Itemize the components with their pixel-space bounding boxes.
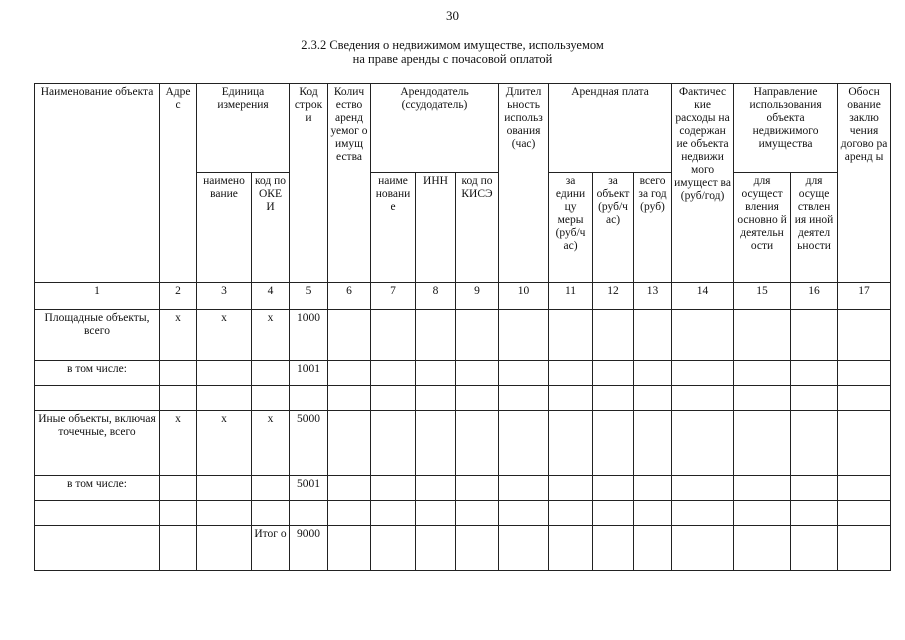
cell — [252, 501, 290, 526]
cell — [197, 526, 252, 571]
cell — [371, 386, 416, 411]
cell — [160, 361, 197, 386]
column-number: 1 — [35, 283, 160, 310]
cell — [416, 310, 456, 361]
cell — [838, 361, 891, 386]
cell — [197, 476, 252, 501]
cell — [416, 501, 456, 526]
header-lessor-inn: ИНН — [416, 173, 456, 283]
cell — [791, 476, 838, 501]
cell — [734, 361, 791, 386]
cell — [160, 501, 197, 526]
cell — [252, 476, 290, 501]
cell — [791, 310, 838, 361]
header-lessor-name: наиме новани е — [371, 173, 416, 283]
cell — [328, 501, 371, 526]
header-lessor: Арендодатель (ссудодатель) — [371, 84, 499, 173]
column-number: 4 — [252, 283, 290, 310]
cell — [634, 386, 672, 411]
cell — [456, 386, 499, 411]
cell — [416, 386, 456, 411]
header-duration: Длител ьность использ ования (час) — [499, 84, 549, 283]
cell — [371, 476, 416, 501]
cell — [371, 310, 416, 361]
cell — [549, 411, 593, 476]
cell — [160, 526, 197, 571]
cell — [838, 476, 891, 501]
row-unit: x — [197, 411, 252, 476]
column-number: 3 — [197, 283, 252, 310]
row-code: 5000 — [290, 411, 328, 476]
cell — [252, 361, 290, 386]
cell — [456, 476, 499, 501]
row-code: 5001 — [290, 476, 328, 501]
column-number: 9 — [456, 283, 499, 310]
cell — [549, 501, 593, 526]
cell — [197, 386, 252, 411]
header-row-1 — [35, 84, 891, 173]
cell — [634, 310, 672, 361]
row-address: x — [160, 411, 197, 476]
column-number: 5 — [290, 283, 328, 310]
cell — [328, 526, 371, 571]
row-name: Площадные объекты, всего — [35, 310, 160, 361]
cell — [35, 386, 160, 411]
cell — [499, 501, 549, 526]
cell — [634, 411, 672, 476]
header-rent-total: всего за год (руб) — [634, 173, 672, 283]
column-number: 10 — [499, 283, 549, 310]
column-number: 17 — [838, 283, 891, 310]
row-code: 1001 — [290, 361, 328, 386]
cell — [734, 526, 791, 571]
table-row-other-objects — [35, 411, 891, 476]
section-title-line-1: 2.3.2 Сведения о недвижимом имуществе, используемом — [301, 38, 604, 52]
row-address: x — [160, 310, 197, 361]
header-unit-okei: код по ОКЕ И — [252, 173, 290, 283]
cell — [634, 501, 672, 526]
cell — [549, 386, 593, 411]
cell — [499, 411, 549, 476]
cell — [35, 501, 160, 526]
cell — [734, 386, 791, 411]
cell — [456, 501, 499, 526]
cell — [371, 526, 416, 571]
cell — [593, 476, 634, 501]
row-code: 9000 — [290, 526, 328, 571]
table-row-area-objects — [35, 310, 891, 361]
cell — [634, 476, 672, 501]
cell — [672, 476, 734, 501]
row-name: в том числе: — [35, 361, 160, 386]
cell — [416, 411, 456, 476]
header-direction-main: для осущест вления основно й деятельн ости — [734, 173, 791, 283]
header-rent-per-unit: за едини цу меры (руб/ч ас) — [549, 173, 593, 283]
row-name: Иные объекты, включая точечные, всего — [35, 411, 160, 476]
property-table — [34, 83, 891, 571]
column-number: 7 — [371, 283, 416, 310]
cell — [416, 361, 456, 386]
cell — [290, 501, 328, 526]
column-number: 8 — [416, 283, 456, 310]
cell — [634, 361, 672, 386]
cell — [791, 386, 838, 411]
cell — [549, 476, 593, 501]
cell — [328, 386, 371, 411]
cell — [371, 501, 416, 526]
cell — [838, 526, 891, 571]
cell — [456, 411, 499, 476]
header-address: Адре с — [160, 84, 197, 283]
cell — [734, 310, 791, 361]
header-justification: Обосн ование заклю чения догово ра аренд ы — [838, 84, 891, 283]
column-number: 13 — [634, 283, 672, 310]
cell — [672, 501, 734, 526]
table-row-blank — [35, 501, 891, 526]
section-title — [0, 38, 905, 66]
cell — [499, 310, 549, 361]
cell — [35, 526, 160, 571]
page-number: 30 — [446, 8, 459, 23]
cell — [838, 310, 891, 361]
cell — [838, 386, 891, 411]
cell — [593, 526, 634, 571]
row-okei: x — [252, 411, 290, 476]
column-number: 15 — [734, 283, 791, 310]
cell — [499, 361, 549, 386]
header-actual-costs: Фактичес кие расходы на содержан ие объекта недвижи мого имущест ва (руб/год) — [672, 84, 734, 283]
cell — [328, 476, 371, 501]
header-unit-name: наимено вание — [197, 173, 252, 283]
cell — [593, 310, 634, 361]
cell — [672, 386, 734, 411]
cell — [328, 310, 371, 361]
section-title-line-2: на праве аренды с почасовой оплатой — [352, 52, 553, 66]
cell — [593, 411, 634, 476]
table-row-area-including — [35, 361, 891, 386]
cell — [734, 476, 791, 501]
column-number: 2 — [160, 283, 197, 310]
row-code: 1000 — [290, 310, 328, 361]
cell — [499, 386, 549, 411]
cell — [593, 501, 634, 526]
table-row-total — [35, 526, 891, 571]
header-direction: Направление использования объекта недвижимого имущества — [734, 84, 838, 173]
header-row-code: Код строк и — [290, 84, 328, 283]
cell — [456, 310, 499, 361]
cell — [791, 501, 838, 526]
cell — [371, 361, 416, 386]
cell — [791, 411, 838, 476]
cell — [549, 310, 593, 361]
cell — [593, 386, 634, 411]
column-number: 14 — [672, 283, 734, 310]
header-rent-per-object: за объект (руб/ч ас) — [593, 173, 634, 283]
cell — [734, 411, 791, 476]
column-number: 16 — [791, 283, 838, 310]
row-okei: x — [252, 310, 290, 361]
table-row-blank — [35, 386, 891, 411]
cell — [499, 526, 549, 571]
column-number: 12 — [593, 283, 634, 310]
cell — [593, 361, 634, 386]
cell — [456, 526, 499, 571]
cell — [672, 411, 734, 476]
cell — [160, 386, 197, 411]
row-unit: x — [197, 310, 252, 361]
cell — [371, 411, 416, 476]
cell — [160, 476, 197, 501]
cell — [672, 526, 734, 571]
cell — [838, 501, 891, 526]
cell — [791, 526, 838, 571]
cell — [328, 361, 371, 386]
table-row-other-including — [35, 476, 891, 501]
cell — [838, 411, 891, 476]
cell — [328, 411, 371, 476]
cell — [734, 501, 791, 526]
column-number: 11 — [549, 283, 593, 310]
header-lessor-kise: код по КИСЭ — [456, 173, 499, 283]
cell — [499, 476, 549, 501]
cell — [456, 361, 499, 386]
cell — [549, 526, 593, 571]
cell — [791, 361, 838, 386]
cell — [252, 386, 290, 411]
cell — [672, 361, 734, 386]
cell — [416, 526, 456, 571]
column-number: 6 — [328, 283, 371, 310]
cell — [290, 386, 328, 411]
header-unit: Единица измерения — [197, 84, 290, 173]
column-numbers-row — [35, 283, 891, 310]
cell — [634, 526, 672, 571]
header-direction-other: для осуще ствлен ия иной деятел ьности — [791, 173, 838, 283]
cell — [416, 476, 456, 501]
cell — [549, 361, 593, 386]
cell — [672, 310, 734, 361]
cell — [197, 361, 252, 386]
header-name: Наименование объекта — [35, 84, 160, 283]
cell — [197, 501, 252, 526]
total-label: Итог о — [252, 526, 290, 571]
row-name: в том числе: — [35, 476, 160, 501]
header-rented-qty: Колич ество аренд уемог о имущ ества — [328, 84, 371, 283]
header-rent: Арендная плата — [549, 84, 672, 173]
